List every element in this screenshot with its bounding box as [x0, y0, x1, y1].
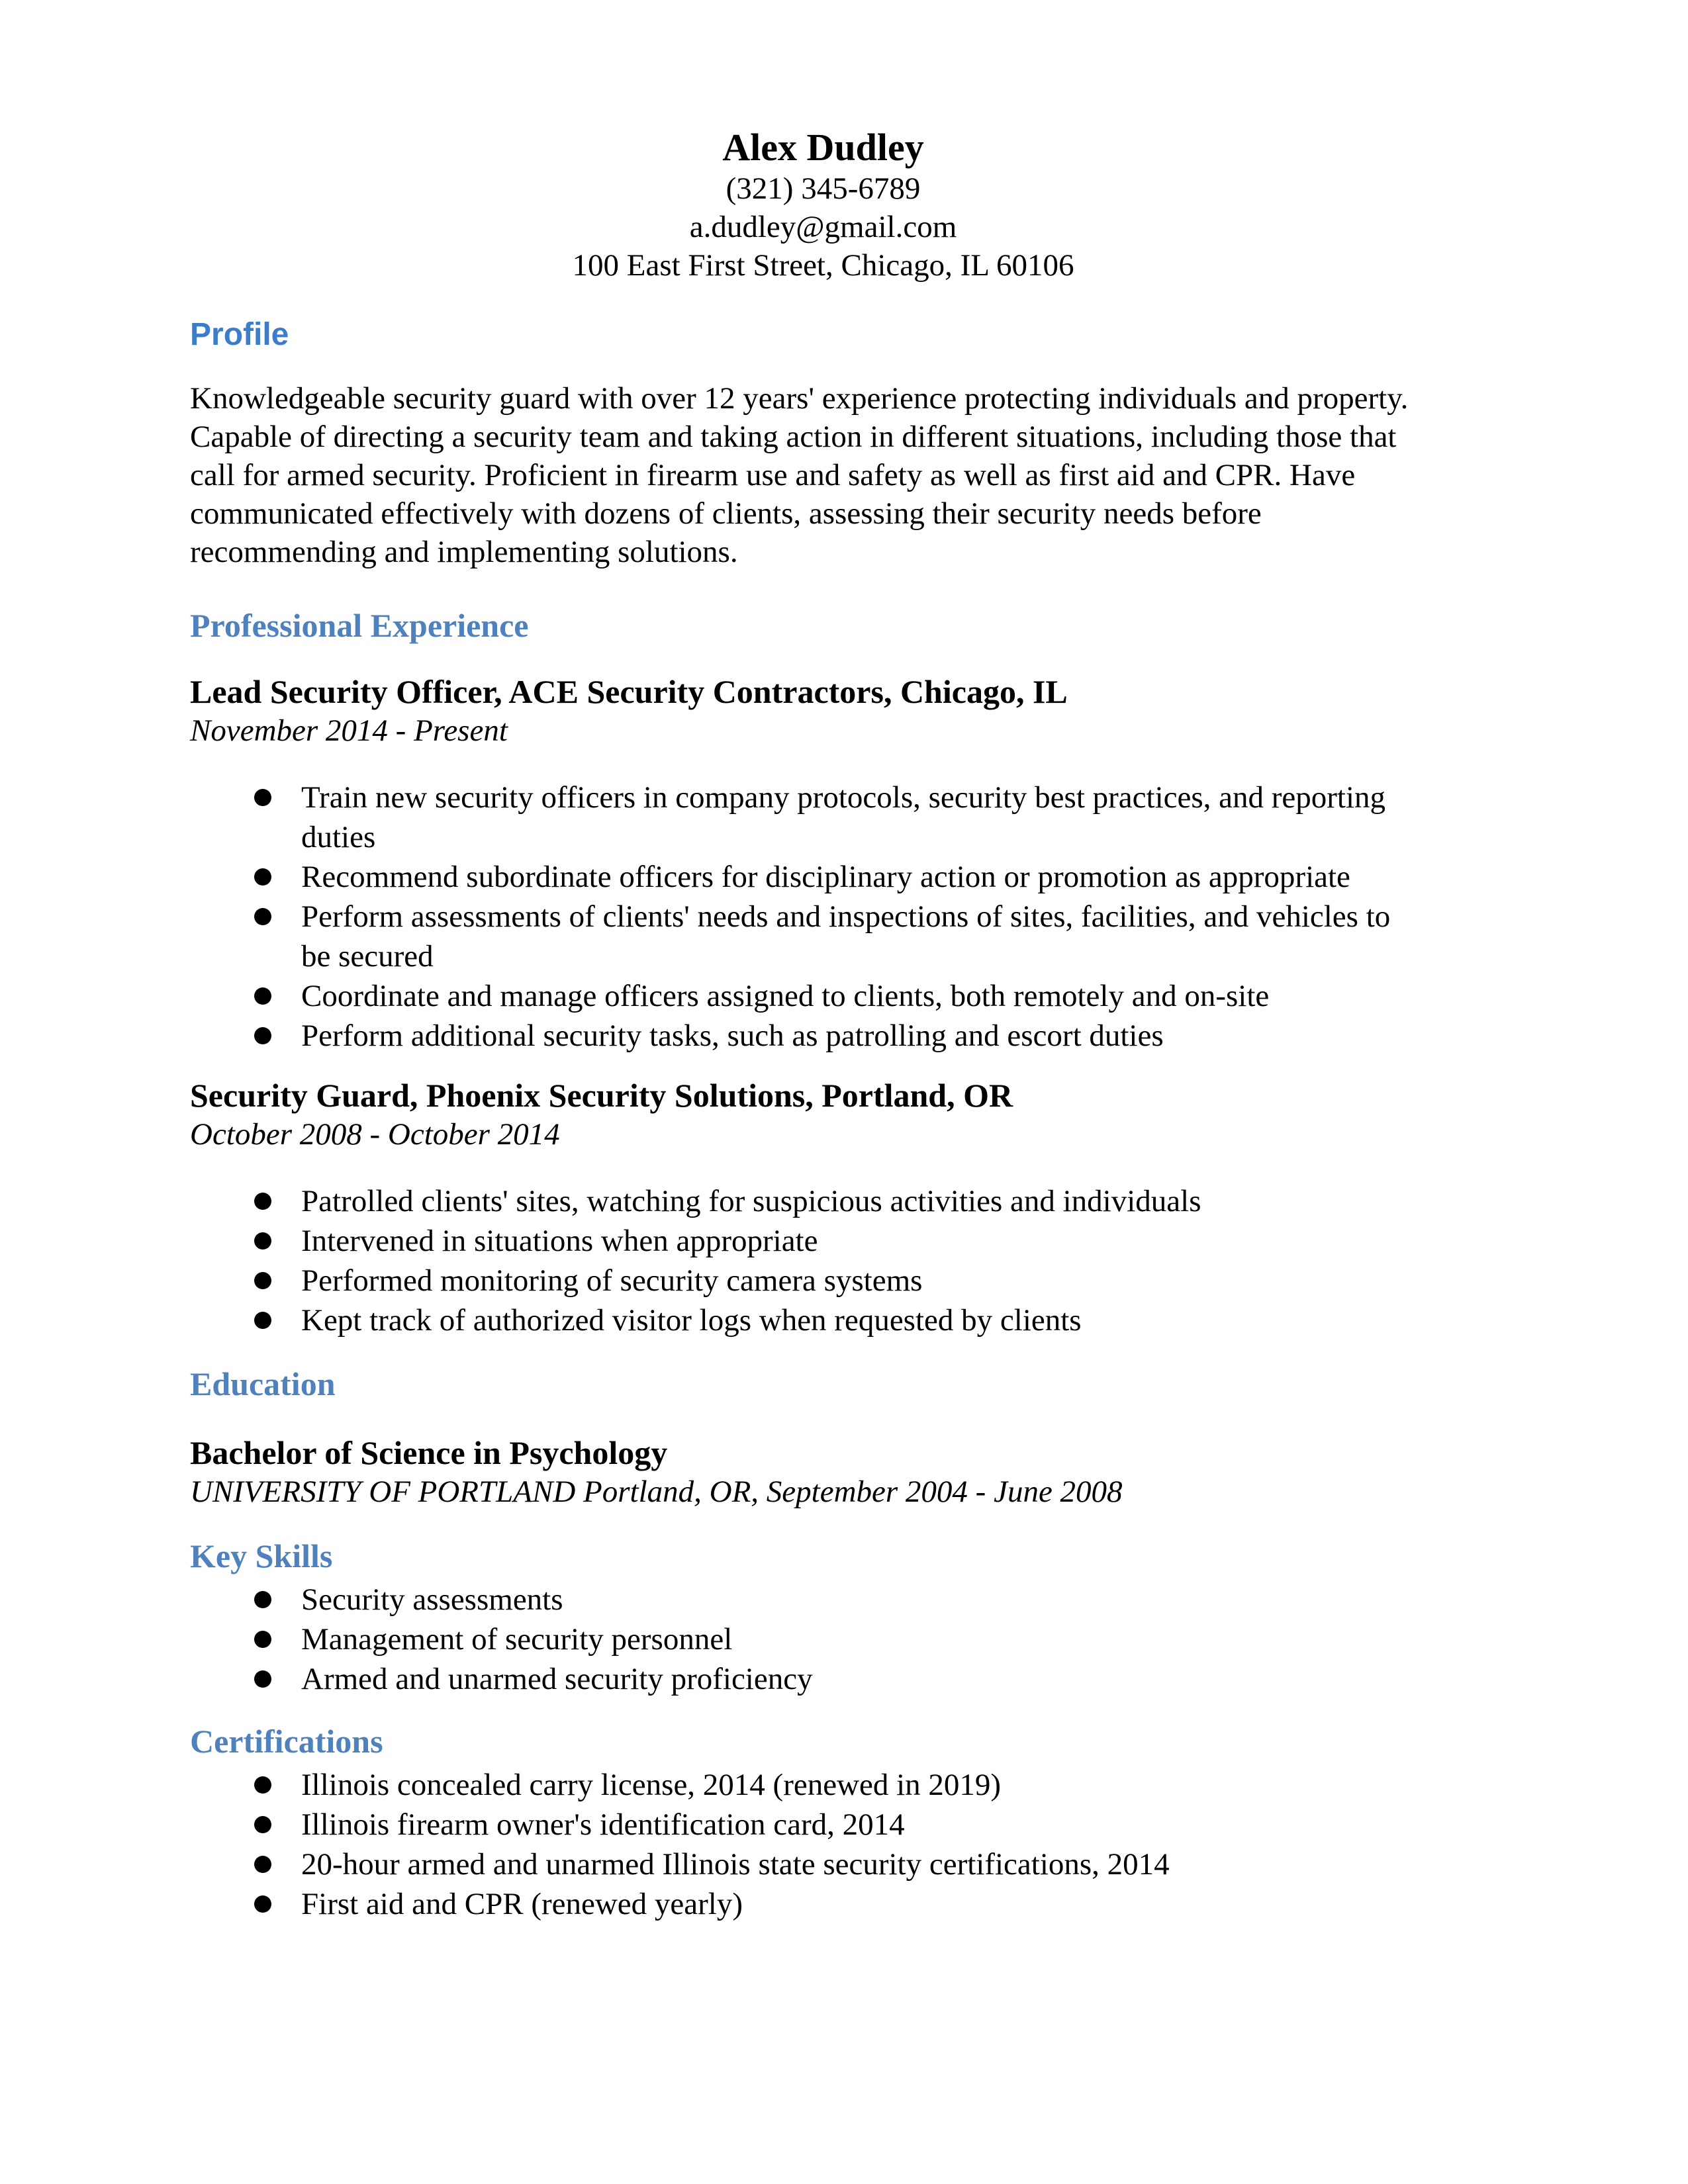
- list-item: [190, 897, 1400, 976]
- bullet-text: Perform additional security tasks, such as patrolling and escort duties: [301, 1019, 1164, 1053]
- bullet-icon: [254, 1591, 271, 1608]
- bullet-text: Management of security personnel: [301, 1622, 733, 1657]
- bullet-icon: [254, 1670, 271, 1688]
- bullet-icon: [254, 1272, 271, 1289]
- bullet-icon: [254, 1856, 271, 1873]
- bullet-icon: [254, 1232, 271, 1250]
- bullet-text: Kept track of authorized visitor logs when requested by clients: [301, 1303, 1082, 1338]
- bullet-icon: [254, 1776, 271, 1794]
- bullet-text: Patrolled clients' sites, watching for suspicious activities and individuals: [301, 1184, 1201, 1218]
- list-item: [190, 857, 1400, 897]
- list-item: [190, 1016, 1400, 1056]
- bullet-icon: [254, 987, 271, 1005]
- bullet-icon: [254, 1895, 271, 1913]
- bullet-text: First aid and CPR (renewed yearly): [301, 1887, 743, 1921]
- resume-header: [190, 126, 1456, 285]
- list-item: [190, 976, 1400, 1016]
- list-item: [190, 1619, 1400, 1659]
- job-dates: November 2014 - Present: [190, 713, 508, 748]
- phone-number: (321) 345-6789: [726, 171, 921, 206]
- bullet-icon: [254, 1312, 271, 1329]
- bullet-text: Armed and unarmed security proficiency: [301, 1662, 813, 1696]
- key-skills-list: [190, 1580, 1400, 1699]
- street-address: 100 East First Street, Chicago, IL 60106: [572, 248, 1074, 283]
- profile-summary-text: Knowledgeable security guard with over 12 years' experience protecting individuals and property. Capable of directing a security team and taking action in different situations, including those that call for armed security. Proficient in firearm use and safety as well as first aid and CPR. Have communicated effectively with dozens of clients, assessing their security needs before recommending and implementing solutions.: [190, 381, 1409, 569]
- certifications-list: [190, 1765, 1400, 1924]
- person-name: Alex Dudley: [722, 126, 924, 169]
- school-line: UNIVERSITY OF PORTLAND Portland, OR, September 2004 - June 2008: [190, 1475, 1123, 1509]
- bullet-text: Recommend subordinate officers for disciplinary action or promotion as appropriate: [301, 860, 1350, 894]
- email-address: a.dudley@gmail.com: [689, 210, 957, 244]
- bullet-icon: [254, 1193, 271, 1210]
- list-item: [190, 1181, 1400, 1221]
- bullet-icon: [254, 1027, 271, 1044]
- bullet-text: Coordinate and manage officers assigned to clients, both remotely and on-site: [301, 979, 1270, 1013]
- section-heading-education: Education: [190, 1365, 336, 1402]
- section-heading-certifications: Certifications: [190, 1723, 383, 1760]
- bullet-text: Perform assessments of clients' needs and inspections of sites, facilities, and vehicles to be secured: [301, 899, 1391, 974]
- bullet-text: 20-hour armed and unarmed Illinois state security certifications, 2014: [301, 1847, 1170, 1882]
- bullet-text: Security assessments: [301, 1582, 563, 1617]
- section-heading-experience: Professional Experience: [190, 607, 529, 644]
- job-dates: October 2008 - October 2014: [190, 1117, 560, 1152]
- list-item: [190, 1221, 1400, 1261]
- job-block: [190, 672, 1456, 1056]
- section-heading-profile: Profile: [190, 317, 289, 352]
- degree-title: Bachelor of Science in Psychology: [190, 1434, 668, 1471]
- job-duty-list: [190, 1181, 1400, 1340]
- list-item: [190, 778, 1400, 857]
- list-item: [190, 1659, 1400, 1699]
- job-duty-list: [190, 778, 1400, 1056]
- bullet-text: Performed monitoring of security camera systems: [301, 1263, 923, 1298]
- bullet-icon: [254, 789, 271, 806]
- list-item: [190, 1300, 1400, 1340]
- section-heading-key-skills: Key Skills: [190, 1537, 333, 1574]
- bullet-icon: [254, 1631, 271, 1648]
- list-item: [190, 1261, 1400, 1300]
- bullet-text: Intervened in situations when appropriate: [301, 1224, 818, 1258]
- bullet-text: Illinois firearm owner's identification card, 2014: [301, 1807, 905, 1842]
- list-item: [190, 1884, 1400, 1924]
- job-title: Security Guard, Phoenix Security Solutions, Portland, OR: [190, 1077, 1013, 1114]
- job-block: [190, 1075, 1456, 1340]
- job-title: Lead Security Officer, ACE Security Contractors, Chicago, IL: [190, 673, 1068, 710]
- bullet-icon: [254, 868, 271, 886]
- bullet-icon: [254, 908, 271, 925]
- bullet-text: Train new security officers in company protocols, security best practices, and reporting duties: [301, 780, 1386, 854]
- list-item: [190, 1765, 1400, 1805]
- list-item: [190, 1580, 1400, 1619]
- bullet-icon: [254, 1816, 271, 1833]
- bullet-text: Illinois concealed carry license, 2014 (renewed in 2019): [301, 1768, 1002, 1802]
- list-item: [190, 1844, 1400, 1884]
- list-item: [190, 1805, 1400, 1844]
